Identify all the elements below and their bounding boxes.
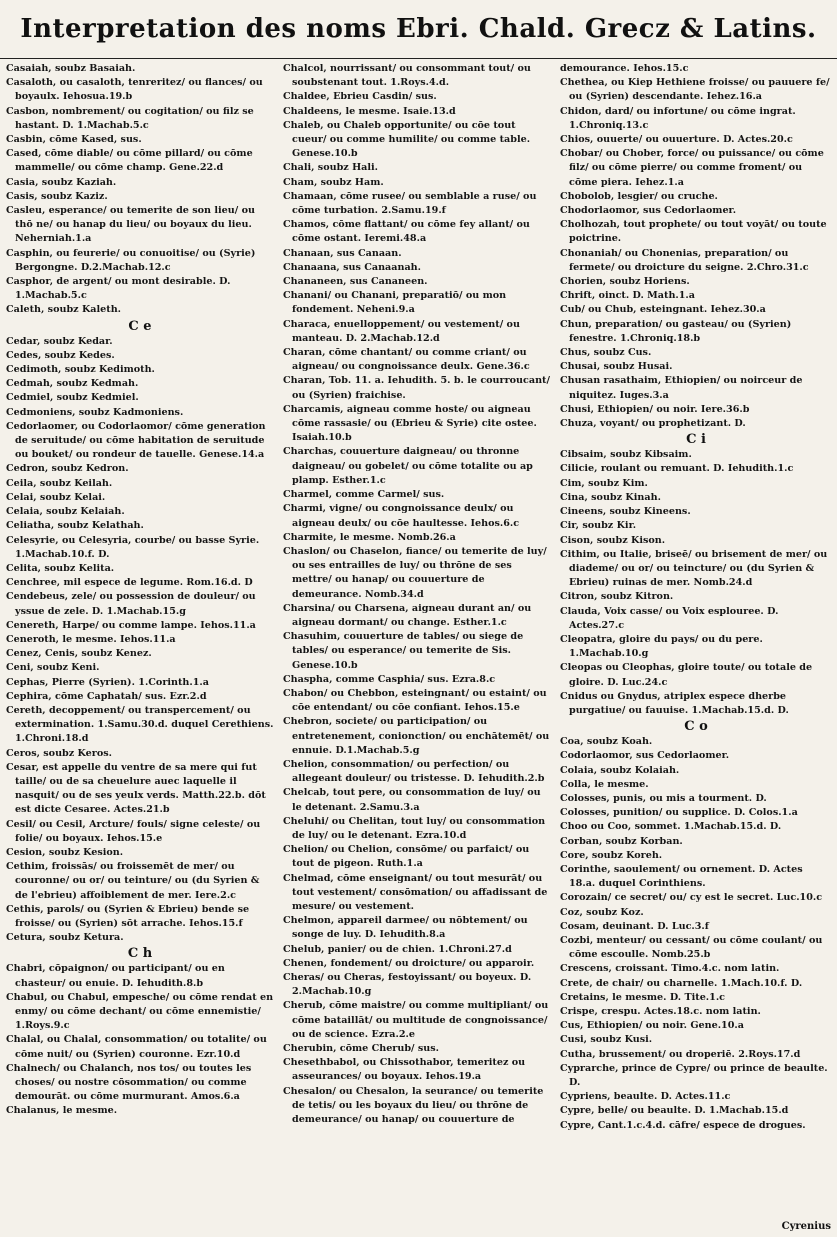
dictionary-entry: Clauda, Voix casse/ ou Voix esplouree. D. Actes.27.c (560, 605, 779, 631)
dictionary-entry: Chanaana, sus Canaanah. (283, 261, 421, 273)
dictionary-entry: Cyprarche, prince de Cypre/ ou prince de beaulte. D. (560, 1062, 828, 1089)
dictionary-entry: Colosses, punis, ou mis a tourment. D. (560, 792, 767, 804)
dictionary-entry: Chesalon/ ou Chesalon, la seurance/ ou temerite de tetis/ ou les boyaux du lieu/ ou thrōne de demeurance/ ou hanap/ ou couuerture de (283, 1085, 544, 1126)
dictionary-entry: Charmite, le mesme. Nomb.26.a (283, 531, 456, 543)
dictionary-entry: Cusi, soubz Kusi. (560, 1034, 653, 1046)
dictionary-entry: Cethis, parols/ ou (Syrien & Ebrieu) bende se froisse/ ou (Syrien) sōt arrache. Iehos.15.f (6, 903, 250, 929)
dictionary-entry: Cesil/ ou Cesil, Arcture/ fouls/ signe celeste/ ou folie/ ou boyaux. Iehos.15.e (6, 818, 261, 844)
dictionary-entry: Chelmad, cōme enseignant/ ou tout mesurāt/ ou tout vestement/ consōmation/ ou affadissant de mesure/ ou vestement. (283, 872, 548, 912)
dictionary-entry: Chusai, soubz Husai. (560, 361, 673, 373)
dictionary-entry: Charsina/ ou Charsena, aigneau durant an/ ou aigneau dormant/ ou change. Esther.1.c (283, 602, 532, 628)
dictionary-entry: Cenereth, Harpe/ ou comme lampe. Iehos.11.a (6, 619, 256, 631)
column-1 (6, 62, 274, 1232)
dictionary-entry: Chelion, consommation/ ou perfection/ ou allegeant douleur/ ou tristesse. D. Iehudith.2.b (283, 758, 545, 785)
dictionary-entry: Colaia, soubz Kolaiah. (560, 764, 680, 776)
column-2 (283, 62, 551, 1232)
dictionary-entry: Cretains, le mesme. D. Tite.1.c (560, 991, 725, 1003)
dictionary-entry: Cedar, soubz Kedar. (6, 335, 113, 347)
dictionary-entry: Cosam, deuinant. D. Luc.3.f (560, 920, 709, 932)
dictionary-entry: Chidon, dard/ ou infortune/ ou cōme ingrat. 1.Chroniq.13.c (560, 105, 796, 131)
dictionary-entry: Coz, soubz Koz. (560, 906, 644, 918)
dictionary-entry: Cereth, decoppement/ ou transpercement/ ou extermination. 1.Samu.30.d. duquel Cerethiens. 1.Chroni.18.d (6, 704, 274, 745)
dictionary-entry: Cypre, belle/ ou beaulte. D. 1.Machab.15.d (560, 1105, 789, 1117)
dictionary-entry: Coa, soubz Koah. (560, 736, 653, 748)
dictionary-entry: Cherub, cōme maistre/ ou comme multipliant/ ou cōme bataillāt/ ou multitude de congnoissance/ ou de science. Ezra.2.e (283, 1000, 549, 1040)
dictionary-entry: Charan, cōme chantant/ ou comme criant/ ou aigneau/ ou congnoissance deulx. Gene.36.c (283, 347, 530, 373)
dictionary-entry: Ceros, soubz Keros. (6, 747, 112, 759)
dictionary-entry: Codorlaomor, sus Cedorlaomer. (560, 750, 730, 762)
dictionary-entry: Choo ou Coo, sommet. 1.Machab.15.d. D. (560, 821, 782, 833)
section-letter-heading: C h (127, 946, 153, 962)
dictionary-entry: Cedron, soubz Kedron. (6, 463, 129, 475)
dictionary-entry: Casphor, de argent/ ou mont desirable. D. 1.Machab.5.c (6, 276, 231, 302)
dictionary-entry: Cypriens, beaulte. D. Actes.11.c (560, 1091, 731, 1103)
dictionary-entry: Cison, soubz Kison. (560, 534, 666, 546)
dictionary-entry: demourance. Iehos.15.c (560, 63, 689, 74)
dictionary-entry: Chalanus, le mesme. (6, 1105, 118, 1117)
dictionary-entry: Cina, soubz Kinah. (560, 491, 661, 503)
section-letter-heading: C i (686, 432, 706, 448)
dictionary-entry: Chali, soubz Hali. (283, 162, 378, 174)
catchword: Cyrenius (781, 1221, 831, 1232)
dictionary-entry: Cub/ ou Chub, esteingnant. Iehez.30.a (560, 304, 766, 316)
dictionary-entry: Chalcol, nourrissant/ ou consommant tout/ ou soubstenant tout. 1.Roys.4.d. (283, 63, 531, 89)
title-rule (0, 58, 837, 59)
dictionary-entry: Chrift, oinct. D. Math.1.a (560, 290, 695, 302)
dictionary-entry: Chobar/ ou Chober, force/ ou puissance/ ou cōme filz/ ou cōme pierre/ ou comme froment/ ou cōme piera. Iehez.1.a (560, 148, 824, 188)
dictionary-entry: Cedmah, soubz Kedmah. (6, 378, 139, 390)
dictionary-entry: Cozbi, menteur/ ou cessant/ ou cōme coulant/ ou cōme escoulle. Nomb.25.b (560, 934, 823, 961)
dictionary-entry: Chaspha, comme Casphia/ sus. Ezra.8.c (283, 673, 496, 685)
dictionary-entry: Charchas, couuerture daigneau/ ou thronne daigneau/ ou gobelet/ ou cōme totalite ou ap plamp. Esther.1.c (283, 446, 533, 486)
page-title: Interpretation des noms Ebri. Chald. Grecz & Latins. (20, 14, 817, 44)
dictionary-entry: Cheras/ ou Cheras, festoyissant/ ou boyeux. D. 2.Machab.10.g (283, 972, 532, 998)
dictionary-entry: Ceila, soubz Keilah. (6, 477, 113, 489)
dictionary-entry: Cholhozah, tout prophete/ ou tout voyāt/ ou toute poictrine. (560, 219, 827, 245)
dictionary-entry: Casbin, cōme Kased, sus. (6, 134, 142, 146)
dictionary-entry: Chuza, voyant/ ou prophetizant. D. (560, 418, 746, 430)
dictionary-entry: Chamaan, cōme rusee/ ou semblable a ruse/ ou cōme turbation. 2.Samu.19.f (283, 190, 537, 217)
dictionary-entry: Chobolob, lesgier/ ou cruche. (560, 190, 718, 202)
dictionary-entry: Cibsaim, soubz Kibsaim. (560, 449, 692, 461)
dictionary-entry: Chonaniah/ ou Chonenias, preparation/ ou fermete/ ou droicture du seigne. 2.Chro.31.c (560, 247, 809, 273)
column-3 (560, 62, 832, 1232)
dictionary-entry: Chanaan, sus Canaan. (283, 247, 402, 259)
dictionary-entry: Celesyrie, ou Celesyria, courbe/ ou basse Syrie. 1.Machab.10.f. D. (6, 534, 260, 560)
dictionary-entry: Cham, soubz Ham. (283, 176, 384, 188)
dictionary-entry: Casis, soubz Kaziz. (6, 190, 108, 202)
dictionary-entry: Celaia, soubz Kelaiah. (6, 506, 125, 518)
dictionary-entry: Cesar, est appelle du ventre de sa mere qui fut taille/ ou de sa cheuelure auec laquelle il nasquit/ ou de ses yeulx verds. Matth.22.b. dōt est dicte Cesaree. Actes.21.b (6, 761, 266, 816)
dictionary-entry: Core, soubz Koreh. (560, 849, 663, 861)
dictionary-entry: Casaiah, soubz Basaiah. (6, 63, 136, 74)
dictionary-entry: Crescens, croissant. Timo.4.c. nom latin. (560, 963, 780, 975)
dictionary-entry: Ceni, soubz Keni. (6, 662, 100, 674)
dictionary-entry: Cased, cōme diable/ ou cōme pillard/ ou cōme mammelle/ ou cōme champ. Gene.22.d (6, 148, 253, 174)
dictionary-entry: Chodorlaomor, sus Cedorlaomer. (560, 205, 737, 217)
dictionary-entry: Cim, soubz Kim. (560, 477, 648, 489)
dictionary-entry: Corban, soubz Korban. (560, 835, 683, 847)
dictionary-entry: Cherubin, cōme Cherub/ sus. (283, 1043, 440, 1055)
section-letter-heading: C o (684, 719, 708, 735)
dictionary-entry: Casleu, esperance/ ou temerite de son lieu/ ou thō ne/ ou hanap du lieu/ ou boyaux du lieu. Neherniah.1.a (6, 205, 255, 245)
dictionary-entry: Cedmoniens, soubz Kadmoniens. (6, 406, 184, 418)
dictionary-entry: Characa, enuelloppement/ ou vestement/ ou manteau. D. 2.Machab.12.d (283, 318, 520, 344)
dictionary-entry: Chaleb, ou Chaleb opportunite/ ou cōe tout cueur/ ou comme humilite/ ou comme table. Genese.10.b (283, 119, 531, 160)
dictionary-entry: Cedimoth, soubz Kedimoth. (6, 364, 155, 376)
dictionary-entry: Chalnech/ ou Chalanch, nos tos/ ou toutes les choses/ ou nostre cōsommation/ ou comme demourāt. ou cōme murmurant. Amos.6.a (6, 1062, 252, 1103)
dictionary-entry: Chusan rasathaim, Ethiopien/ ou noirceur de niquitez. Iuges.3.a (560, 375, 803, 401)
section-letter-heading: C e (128, 318, 152, 334)
dictionary-entry: Cir, soubz Kir. (560, 520, 637, 532)
dictionary-entry: Chabon/ ou Chebbon, esteingnant/ ou estaint/ ou cōe entendant/ ou cōe confiant. Iehos.15.e (283, 687, 547, 714)
dictionary-entry: Chaslon/ ou Chaselon, fiance/ ou temerite de luy/ ou ses entrailles de luy/ ou thrōne de ses mettre/ ou hanap/ ou couuerture de demeurance. Nomb.34.d (283, 545, 547, 600)
dictionary-entry: Chelub, panier/ ou de chien. 1.Chroni.27.d (283, 943, 512, 955)
dictionary-entry: Ceneroth, le mesme. Iehos.11.a (6, 633, 176, 645)
dictionary-entry: Casaloth, ou casaloth, tenreritez/ ou flances/ ou boyaulx. Iehosua.19.b (6, 77, 263, 103)
dictionary-entry: Chamos, cōme flattant/ ou cōme fey allant/ ou cōme ostant. Ieremi.48.a (283, 219, 530, 245)
dictionary-entry: Crete, de chair/ ou charnelle. 1.Mach.10.f. D. (560, 977, 803, 989)
dictionary-entry: Chusi, Ethiopien/ ou noir. Iere.36.b (560, 403, 750, 415)
dictionary-entry: Casia, soubz Kaziah. (6, 176, 117, 188)
dictionary-entry: Corozain/ ce secret/ ou/ cy est le secret. Luc.10.c (560, 892, 823, 904)
dictionary-entry: Chios, ouuerte/ ou ouuerture. D. Actes.20.c (560, 134, 793, 146)
dictionary-entry: Chun, preparation/ ou gasteau/ ou (Syrien) fenestre. 1.Chroniq.18.b (560, 318, 792, 344)
dictionary-entry: Chelion/ ou Chelion, consōme/ ou parfaict/ ou tout de pigeon. Ruth.1.a (283, 844, 530, 870)
dictionary-entry: Cnidus ou Gnydus, atriplex espece dherbe purgatiue/ ou fauuise. 1.Machab.15.d. D. (560, 690, 789, 716)
dictionary-entry: Casphin, ou feurerie/ ou conuoitise/ ou (Syrie) Bergongne. D.2.Machab.12.c (6, 247, 256, 273)
dictionary-entry: Chabul, ou Chabul, empesche/ ou cōme rendat en enmy/ ou cōme dechant/ ou cōme ennemistie/ 1.Roys.9.c (6, 991, 274, 1032)
dictionary-entry: Chus, soubz Cus. (560, 347, 652, 359)
dictionary-entry: Chethea, ou Kiep Hethiene froisse/ ou pauuere fe/ ou (Syrien) descendante. Iehez.16.a (560, 77, 830, 103)
dictionary-entry: Chaldee, Ebrieu Casdin/ sus. (283, 91, 437, 103)
dictionary-entry: Corinthe, saoulement/ ou ornement. D. Actes 18.a. duquel Corinthiens. (560, 863, 803, 890)
dictionary-entry: Cedmiel, soubz Kedmiel. (6, 392, 139, 404)
dictionary-entry: Chanani/ ou Chanani, preparatiō/ ou mon fondement. Neheni.9.a (283, 290, 507, 316)
dictionary-entry: Chelcab, tout pere, ou consommation de luy/ ou le detenant. 2.Samu.3.a (283, 787, 541, 813)
dictionary-entry: Caleth, soubz Kaleth. (6, 304, 122, 316)
dictionary-entry: Cineens, soubz Kineens. (560, 506, 691, 518)
dictionary-entry: Cleopas ou Cleophas, gloire toute/ ou totale de gloire. D. Luc.24.c (560, 662, 813, 688)
dictionary-entry: Charmel, comme Carmel/ sus. (283, 489, 445, 501)
dictionary-entry: Charan, Tob. 11. a. Iehudith. 5. b. le courroucant/ ou (Syrien) fraichise. (283, 375, 550, 401)
dictionary-entry: Celita, soubz Kelita. (6, 562, 115, 574)
dictionary-entry: Celai, soubz Kelai. (6, 491, 106, 503)
dictionary-entry: Chelmon, appareil darmee/ ou nōbtement/ ou songe de luy. D. Iehudith.8.a (283, 915, 528, 941)
dictionary-entry: Cutha, brussement/ ou droperiē. 2.Roys.17.d (560, 1048, 801, 1060)
dictionary-entry: Cheluhi/ ou Chelitan, tout luy/ ou consommation de luy/ ou le detenant. Ezra.10.d (283, 815, 546, 841)
dictionary-entry: Cetura, soubz Ketura. (6, 932, 124, 944)
dictionary-entry: Chasuhim, couuerture de tables/ ou siege de tables/ ou esperance/ ou temerite de Sis. Genese.10.b (283, 631, 524, 671)
dictionary-entry: Cenchree, mil espece de legume. Rom.16.d. D (6, 577, 253, 589)
dictionary-entry: Citron, soubz Kitron. (560, 591, 674, 603)
dictionary-entry: Chabri, cōpaignon/ ou participant/ ou en chasteur/ ou enuie. D. Iehudith.8.b (6, 963, 225, 989)
dictionary-entry: Charmi, vigne/ ou congnoissance deulx/ ou aigneau deulx/ ou cōe haultesse. Iehos.6.c (283, 503, 520, 529)
dictionary-entry: Casbon, nombrement/ ou cogitation/ ou filz se hastant. D. 1.Machab.5.c (6, 105, 254, 131)
dictionary-entry: Cedorlaomer, ou Codorlaomor/ cōme generation de seruitude/ ou cōme habitation de seruitude ou bouket/ ou rondeur de tauelle. Genese.14.a (6, 420, 266, 461)
dictionary-entry: Chenen, fondement/ ou droicture/ ou apparoir. (283, 957, 535, 969)
dictionary-entry: Chebron, societe/ ou participation/ ou entretenement, conionction/ ou enchātemēt/ ou ennuie. D.1.Machab.5.g (283, 716, 550, 756)
dictionary-entry: Charcamis, aigneau comme hoste/ ou aigneau cōme rassasie/ ou (Ebrieu & Syrie) cite ostee. Isaiah.10.b (283, 403, 537, 444)
dictionary-entry: Cus, Ethiopien/ ou noir. Gene.10.a (560, 1020, 744, 1032)
dictionary-entry: Cethim, froissās/ ou froissemēt de mer/ ou couronne/ ou or/ ou teinture/ ou (du Syrien & de l'ebrieu) affoiblement de mer. Iere.2.c (6, 861, 260, 901)
dictionary-entry: Cendebeus, zele/ ou possession de douleur/ ou yssue de zele. D. 1.Machab.15.g (6, 591, 256, 617)
dictionary-entry: Chaldeens, le mesme. Isaie.13.d (283, 105, 456, 117)
dictionary-entry: Cephas, Pierre (Syrien). 1.Corinth.1.a (6, 676, 209, 688)
dictionary-entry: Chananeen, sus Cananeen. (283, 276, 428, 288)
dictionary-entry: Cleopatra, gloire du pays/ ou du pere. 1.Machab.10.g (560, 633, 763, 660)
dictionary-entry: Chalal, ou Chalal, consommation/ ou totalite/ ou cōme nuit/ ou (Syrien) couronne. Ezr.10.d (6, 1034, 267, 1060)
dictionary-entry: Colosses, punition/ ou supplice. D. Colos.1.a (560, 807, 798, 819)
dictionary-entry: Cephira, cōme Caphatah/ sus. Ezr.2.d (6, 690, 207, 702)
dictionary-entry: Cithim, ou Italie, briseē/ ou brisement de mer/ ou diademe/ ou or/ ou teincture/ ou (du Syrien & Ebrieu) ruinas de mer. Nomb.24.d (560, 548, 828, 589)
dictionary-entry: Cenez, Cenis, soubz Kenez. (6, 648, 152, 660)
dictionary-entry: Cypre, Cant.1.c.4.d. cāfre/ espece de drogues. (560, 1119, 806, 1131)
dictionary-entry: Celiatha, soubz Kelathah. (6, 520, 144, 532)
dictionary-entry: Colla, le mesme. (560, 778, 649, 790)
dictionary-entry: Cesion, soubz Kesion. (6, 846, 124, 858)
dictionary-entry: Cilicie, roulant ou remuant. D. Iehudith.1.c (560, 463, 794, 475)
dictionary-entry: Chesethbabol, ou Chissothabor, temeritez ou asseurances/ ou boyaux. Iehos.19.a (283, 1057, 526, 1083)
dictionary-entry: Crispe, crespu. Actes.18.c. nom latin. (560, 1006, 761, 1017)
dictionary-entry: Cedes, soubz Kedes. (6, 349, 115, 361)
dictionary-entry: Chorien, soubz Horiens. (560, 276, 690, 288)
